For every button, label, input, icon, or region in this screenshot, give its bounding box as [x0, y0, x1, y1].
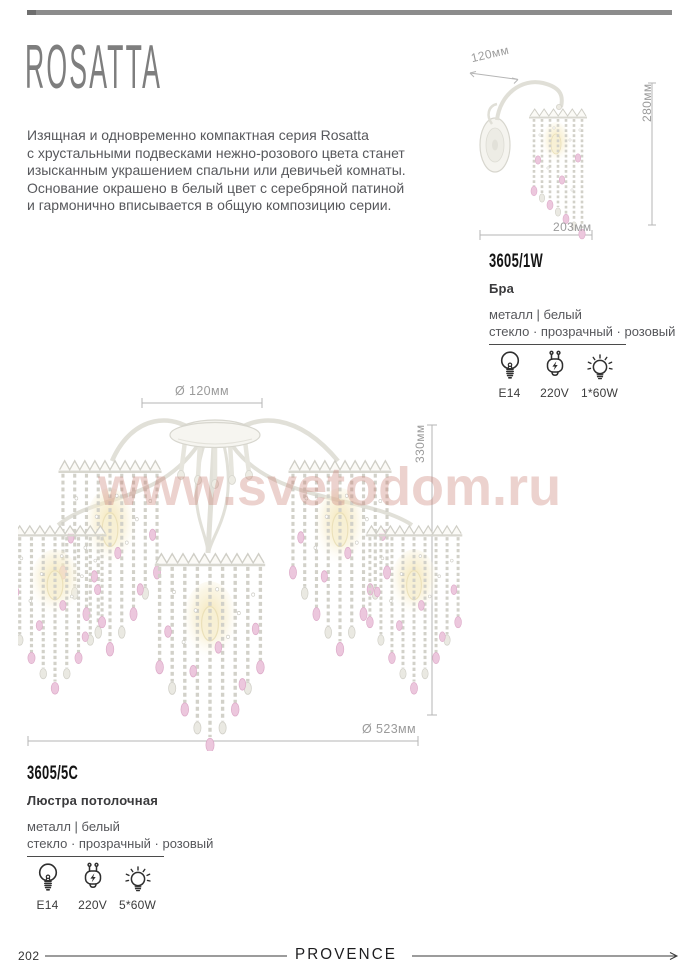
product-code: 3605/5C	[27, 763, 79, 784]
dim-label-chandelier-diameter: Ø 523мм	[362, 722, 417, 736]
glow-bulb-icon	[585, 350, 615, 382]
spec-label: 1*60W	[580, 386, 619, 400]
product-code: 3605/1W	[489, 251, 544, 272]
product-materials	[27, 819, 214, 852]
bulb-icon	[36, 862, 60, 894]
plug-icon	[81, 862, 105, 894]
spec-wattage	[579, 350, 620, 400]
bulb-icon	[498, 350, 522, 382]
material-line: металл | белый	[489, 307, 582, 322]
material-line: стекло · прозрачный · розовый	[489, 323, 676, 339]
product-type: Люстра потолочная	[27, 793, 159, 808]
spec-label: E14	[498, 386, 521, 400]
glow-bulb-icon	[123, 862, 153, 894]
collection-name: PROVENCE	[295, 946, 398, 963]
spec-label: E14	[36, 898, 59, 912]
dim-label-sconce-width: 120мм	[469, 42, 511, 66]
spec-socket	[489, 350, 530, 400]
dim-label-chandelier-height: 330мм	[413, 424, 427, 463]
divider	[27, 856, 164, 857]
material-line: металл | белый	[27, 819, 120, 834]
spec-row	[27, 862, 207, 912]
sconce-illustration	[450, 40, 680, 245]
spec-label: 5*60W	[118, 898, 157, 912]
top-rule	[27, 10, 672, 15]
divider	[489, 344, 626, 345]
series-description-line: Основание окрашено в белый цвет с серебряной патиной	[27, 179, 405, 196]
series-description-line: с хрустальными подвесками нежно-розового цвета станет	[27, 144, 405, 161]
series-description-line: и гармонично вписывается в общую композицию серии.	[27, 197, 392, 214]
spec-socket	[27, 862, 68, 912]
product-type: Бра	[489, 281, 515, 296]
page-number: 202	[18, 949, 40, 963]
watermark: www.svetodom.ru	[98, 457, 562, 517]
spec-voltage	[534, 350, 575, 400]
chandelier-illustration	[18, 383, 478, 751]
series-description	[27, 127, 406, 215]
product-card-sconce	[489, 251, 676, 400]
spec-row	[489, 350, 669, 400]
plug-icon	[543, 350, 567, 382]
product-materials	[489, 307, 676, 340]
top-rule-notch	[27, 10, 36, 15]
material-line: стекло · прозрачный · розовый	[27, 835, 214, 851]
spec-voltage	[72, 862, 113, 912]
series-description-line: Изящная и одновременно компактная серия Rosatta	[27, 127, 369, 143]
dim-label-sconce-depth: 203мм	[553, 220, 592, 234]
dim-label-sconce-height: 280мм	[640, 83, 654, 122]
spec-label: 220V	[540, 386, 569, 400]
series-description-line: изысканным украшением спальни или девичьей комнаты.	[27, 162, 406, 179]
dim-label-canopy-diameter: Ø 120мм	[174, 384, 230, 398]
sconce-crown	[530, 109, 586, 116]
product-card-chandelier	[27, 763, 214, 912]
spec-label: 220V	[78, 898, 107, 912]
series-title: ROSATTA	[25, 33, 163, 102]
spec-wattage	[117, 862, 158, 912]
